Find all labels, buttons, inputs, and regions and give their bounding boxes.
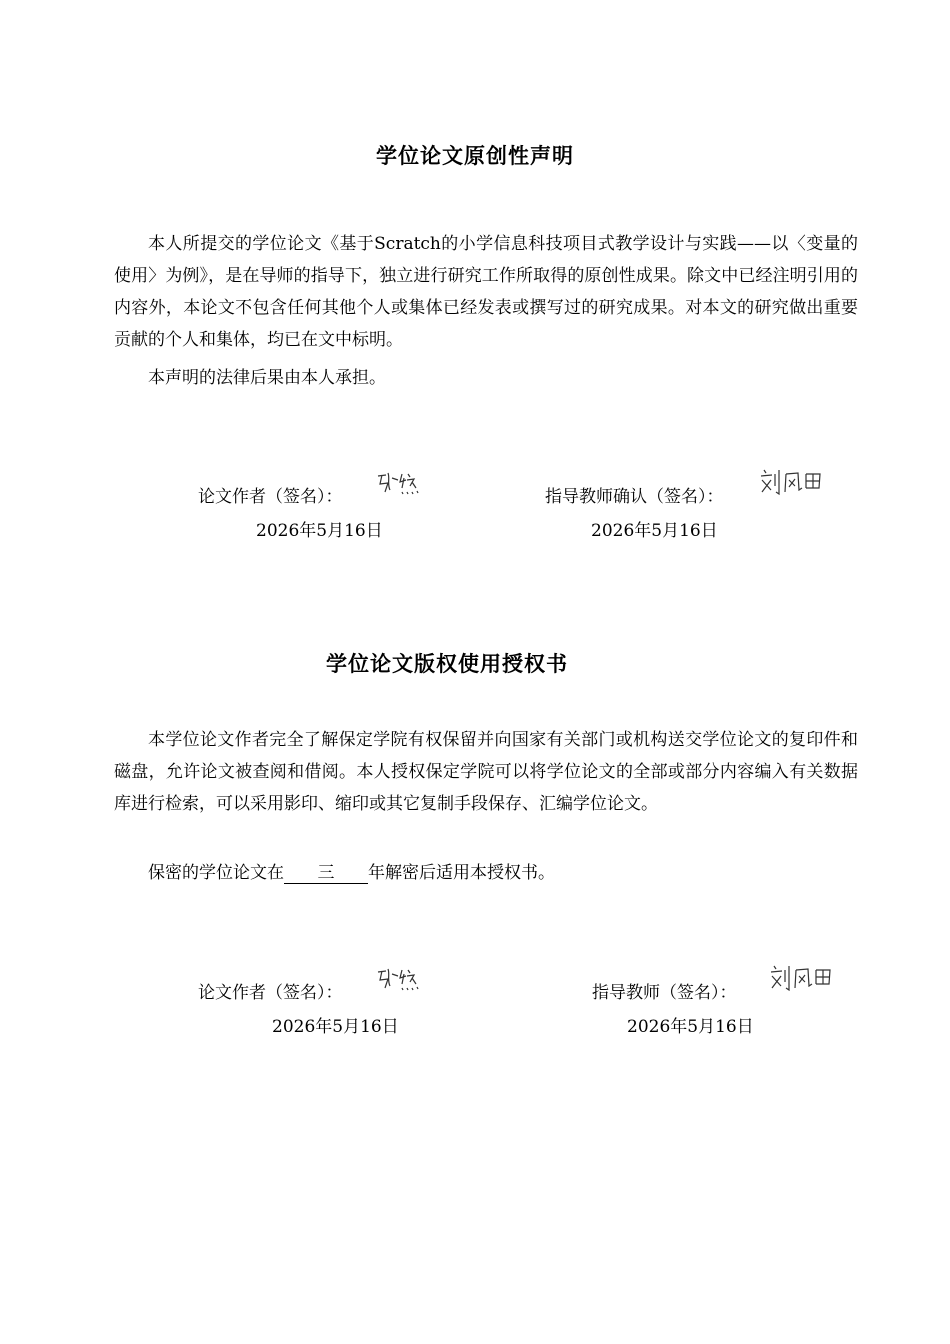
confidential-statement bbox=[148, 858, 555, 884]
confidential-suffix: 年解密后适用本授权书。 bbox=[368, 863, 555, 883]
authorization-advisor-date: 2026年5月16日 bbox=[627, 1017, 754, 1037]
declaration-author-signature bbox=[374, 468, 426, 498]
declaration-legal-note: 本声明的法律后果由本人承担。 bbox=[148, 368, 386, 388]
declaration-advisor-date: 2026年5月16日 bbox=[591, 521, 718, 541]
authorization-advisor-label: 指导教师（签名）： bbox=[592, 983, 737, 1003]
authorization-author-signature bbox=[374, 964, 426, 994]
declaration-author-date: 2026年5月16日 bbox=[256, 521, 383, 541]
confidential-prefix: 保密的学位论文在 bbox=[148, 863, 284, 883]
authorization-advisor-signature bbox=[768, 962, 834, 994]
declaration-paragraph: 本人所提交的学位论文《基于Scratch的小学信息科技项目式教学设计与实践——以〈变量的使用〉为例》，是在导师的指导下，独立进行研究工作所取得的原创性成果。除文中已经注明引用的内容外，本论文不包含任何其他个人或集体已经发表或撰写过的研究成果。对本文的研究做出重要贡献的个人和集体，均已在文中标明。 bbox=[114, 234, 858, 350]
authorization-author-label: 论文作者（签名）： bbox=[198, 983, 343, 1003]
declaration-advisor-label: 指导教师确认（签名）： bbox=[545, 487, 724, 507]
declaration-title: 学位论文原创性声明 bbox=[376, 144, 574, 168]
declaration-author-label: 论文作者（签名）： bbox=[198, 487, 343, 507]
confidential-years: 三 bbox=[284, 863, 368, 884]
declaration-advisor-signature bbox=[758, 466, 824, 498]
authorization-paragraph: 本学位论文作者完全了解保定学院有权保留并向国家有关部门或机构送交学位论文的复印件和磁盘，允许论文被查阅和借阅。本人授权保定学院可以将学位论文的全部或部分内容编入有关数据库进行检索，可以采用影印、缩印或其它复制手段保存、汇编学位论文。 bbox=[114, 730, 858, 814]
authorization-author-date: 2026年5月16日 bbox=[272, 1017, 399, 1037]
authorization-title: 学位论文版权使用授权书 bbox=[326, 652, 568, 676]
